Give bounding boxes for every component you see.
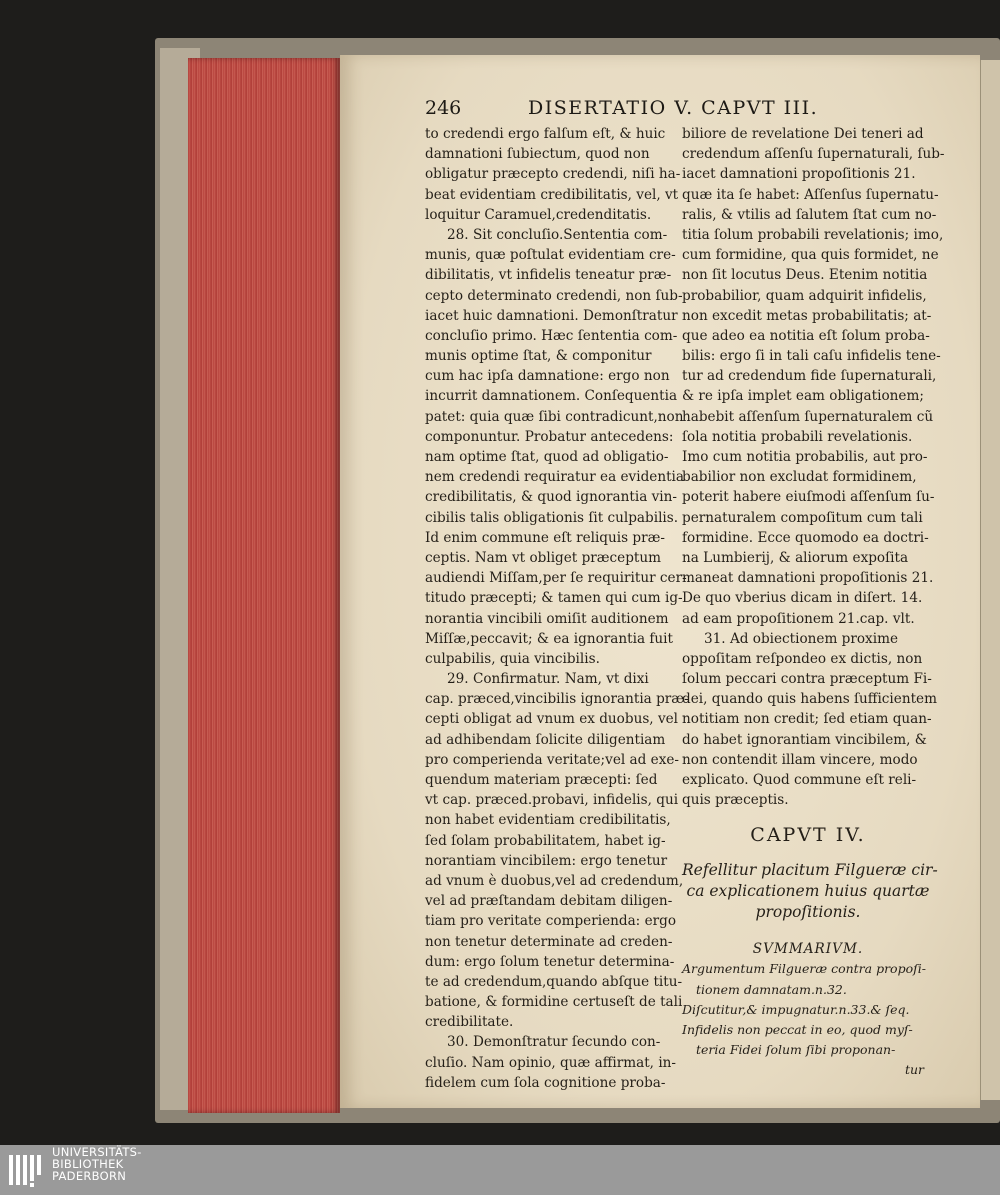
text-line: cap. præced,vincibilis ignorantia præ- xyxy=(425,691,689,708)
text-line: cum hac ipſa damnatione: ergo non xyxy=(425,368,670,385)
text-line: tiam pro veritate comperienda: ergo xyxy=(425,913,677,930)
chapter-heading-line: Refellitur placitum Filgueræ cir- xyxy=(682,861,938,880)
page-header xyxy=(425,97,945,121)
text-line: dibilitatis, vt infidelis teneatur præ- xyxy=(425,267,672,284)
text-line: vel ad præſtandam debitam diligen- xyxy=(425,893,673,910)
text-line: cepto determinato credendi, non ſub- xyxy=(425,287,683,304)
text-line: incurrit damnationem. Conſequentia xyxy=(425,388,678,405)
text-line: vt cap. præced.probavi, infidelis, qui xyxy=(425,792,679,809)
summary-line: tionem damnatam.n.32. xyxy=(696,981,847,997)
text-line: ad eam propoſitionem 21.cap. vlt. xyxy=(682,610,915,627)
text-line: ad vnum è duobus,vel ad credendum, xyxy=(425,872,684,889)
text-line: credibilitatis, & quod ignorantia vin- xyxy=(425,489,677,506)
text-line: ſed ſolam probabilitatem, habet ig- xyxy=(425,832,666,849)
text-line: culpabilis, quia vincibilis. xyxy=(425,650,600,667)
paragraph-29-start: 29. Confirmatur. Nam, vt dixi xyxy=(447,671,649,688)
page-number: 246 xyxy=(425,97,462,119)
text-line: bilis: ergo ſi in tali caſu infidelis tene- xyxy=(682,348,941,365)
text-line: titudo præcepti; & tamen qui cum ig- xyxy=(425,590,683,607)
library-name xyxy=(52,1146,142,1182)
text-line: non tenetur determinate ad creden- xyxy=(425,933,673,950)
library-name-line: UNIVERSITÄTS- xyxy=(52,1145,142,1159)
text-line: credendum aſſenſu ſupernaturali, ſub- xyxy=(682,146,945,163)
text-line: na Lumbierij, & aliorum expoſita xyxy=(682,549,909,566)
text-line: tur ad credendum fide ſupernaturali, xyxy=(682,368,937,385)
text-line: cum formidine, qua quis formidet, ne xyxy=(682,247,939,264)
chapter-title: CAPVT IV. xyxy=(750,824,866,847)
text-line: quæ ita ſe habet: Aſſenſus ſupernatu- xyxy=(682,186,939,203)
text-line: & re ipſa implet eam obligationem; xyxy=(682,388,924,405)
text-line: Id enim commune eſt reliquis præ- xyxy=(425,529,665,546)
text-line: explicato. Quod commune eſt reli- xyxy=(682,772,917,788)
summary-line: Argumentum Filgueræ contra propoſi- xyxy=(682,961,926,977)
summary-list xyxy=(682,959,934,1080)
text-line: componuntur. Probatur antecedens: xyxy=(425,428,674,445)
paragraph-30-start: 30. Demonſtratur ſecundo con- xyxy=(447,1034,661,1051)
text-line: poterit habere eiuſmodi aſſenſum ſu- xyxy=(682,489,935,506)
text-line: pro comperienda veritate;vel ad exe- xyxy=(425,751,680,768)
text-line: te ad credendum,quando abſque titu- xyxy=(425,973,683,990)
text-line: damnationi ſubiectum, quod non xyxy=(425,146,650,163)
text-line: beat evidentiam credibilitatis, vel, vt xyxy=(425,186,679,203)
text-line: Imo cum notitia probabilis, aut pro- xyxy=(682,449,928,465)
text-line: concluſio primo. Hæc ſententia com- xyxy=(425,327,678,344)
summary-title: SVMMARIVM. xyxy=(752,941,864,958)
text-line: ad adhibendam ſolicite diligentiam xyxy=(425,731,666,748)
text-line: maneat damnationi propoſitionis 21. xyxy=(682,570,934,587)
text-line: notitiam non credit; ſed etiam quan- xyxy=(682,711,932,728)
right-text-column xyxy=(682,124,945,1081)
paragraph-28-start: 28. Sit concluſio.Sententia com- xyxy=(447,226,668,243)
red-page-edges xyxy=(188,58,340,1113)
text-line: munis optime ſtat, & componitur xyxy=(425,348,652,365)
text-line: non contendit illam vincere, modo xyxy=(682,751,918,768)
text-line: iacet damnationi propoſitionis 21. xyxy=(682,166,916,183)
text-line: ſolum peccari contra præceptum Fi- xyxy=(682,671,932,688)
library-name-line: PADERBORN xyxy=(52,1169,127,1183)
text-line: loquitur Caramuel,credenditatis. xyxy=(425,206,652,223)
text-line: iacet huic damnationi. Demonſtratur xyxy=(425,307,678,324)
text-line: credibilitate. xyxy=(425,1014,514,1031)
text-line: nem credendi requiratur ea evidentia xyxy=(425,469,684,486)
text-line: audiendi Miſſam,per ſe requiritur cer- xyxy=(425,570,687,587)
library-name-line: BIBLIOTHEK xyxy=(52,1157,124,1171)
text-line: ceptis. Nam vt obliget præceptum xyxy=(425,549,662,566)
text-line: habebit aſſenſum ſupernaturalem cũ xyxy=(682,408,934,425)
summary-line: Diſcutitur,& impugnatur.n.33.& ſeq. xyxy=(682,1001,910,1017)
text-line: quis præceptis. xyxy=(682,792,789,809)
text-line: titia ſolum probabili revelationis; imo, xyxy=(682,226,944,243)
text-line: non ſit locutus Deus. Etenim notitia xyxy=(682,267,928,284)
text-line: patet: quia quæ ſibi contradicunt,non xyxy=(425,408,684,425)
summary-line: teria Fidei ſolum ſibi proponan- xyxy=(696,1042,896,1058)
text-line: ralis, & vtilis ad ſalutem ſtat cum no- xyxy=(682,206,937,223)
text-line: biliore de revelatione Dei teneri ad xyxy=(682,126,924,142)
text-line: fidelem cum ſola cognitione proba- xyxy=(425,1074,666,1091)
text-line: obligatur præcepto credendi, niſi ha- xyxy=(425,166,681,183)
paragraph-31-start: 31. Ad obiectionem proxime xyxy=(704,630,899,647)
text-line: cibilis talis obligationis ſit culpabilis. xyxy=(425,509,679,526)
chapter-heading-line: ca explicationem huius quartæ xyxy=(686,882,930,901)
catchword: tur xyxy=(904,1062,924,1078)
library-footer-bar xyxy=(0,1145,1000,1195)
text-line: ſola notitia probabili revelationis. xyxy=(682,428,913,445)
text-line: norantia vincibili omiſit auditionem xyxy=(425,610,669,627)
summary-line: Infidelis non peccat in eo, quod myſ- xyxy=(682,1021,913,1037)
text-line: non habet evidentiam credibilitatis, xyxy=(425,812,671,829)
text-line: norantiam vincibilem: ergo tenetur xyxy=(425,852,668,869)
text-line: probabilior, quam adquirit infidelis, xyxy=(682,287,927,304)
running-title: DISERTATIO V. CAPVT III. xyxy=(528,97,819,119)
text-line: dei, quando quis habens ſufficientem xyxy=(682,691,937,708)
library-logo-icon xyxy=(8,1151,44,1189)
text-line: munis, quæ poſtulat evidentiam cre- xyxy=(425,247,676,264)
text-line: do habet ignorantiam vincibilem, & xyxy=(682,731,927,748)
text-line: cepti obligat ad vnum ex duobus, vel xyxy=(425,711,679,728)
text-line: quendum materiam præcepti: ſed xyxy=(425,772,658,788)
text-line: cluſio. Nam opinio, quæ affirmat, in- xyxy=(425,1054,677,1071)
text-line: dum: ergo ſolum tenetur determina- xyxy=(425,953,675,970)
text-line: batione, & formidine certuseſt de tali xyxy=(425,994,683,1011)
left-text-column xyxy=(425,124,689,1093)
text-line: De quo vberius dicam in diſert. 14. xyxy=(682,590,923,607)
text-line: oppoſitam reſpondeo ex dictis, non xyxy=(682,650,923,667)
text-line: Miſſæ,peccavit; & ea ignorantia fuit xyxy=(425,630,673,647)
text-line: pernaturalem compoſitum cum tali xyxy=(682,509,923,526)
chapter-heading-line: propoſitionis. xyxy=(755,903,861,922)
text-line: to credendi ergo falſum eſt, & huic xyxy=(425,126,666,142)
text-line: que adeo ea notitia eſt ſolum proba- xyxy=(682,327,930,344)
page-right-edge xyxy=(980,60,1000,1100)
text-line: non excedit metas probabilitatis; at- xyxy=(682,307,932,324)
text-line: nam optime ſtat, quod ad obligatio- xyxy=(425,449,669,465)
text-line: babilior non excludat formidinem, xyxy=(682,469,917,486)
text-line: formidine. Ecce quomodo ea doctri- xyxy=(682,529,929,546)
